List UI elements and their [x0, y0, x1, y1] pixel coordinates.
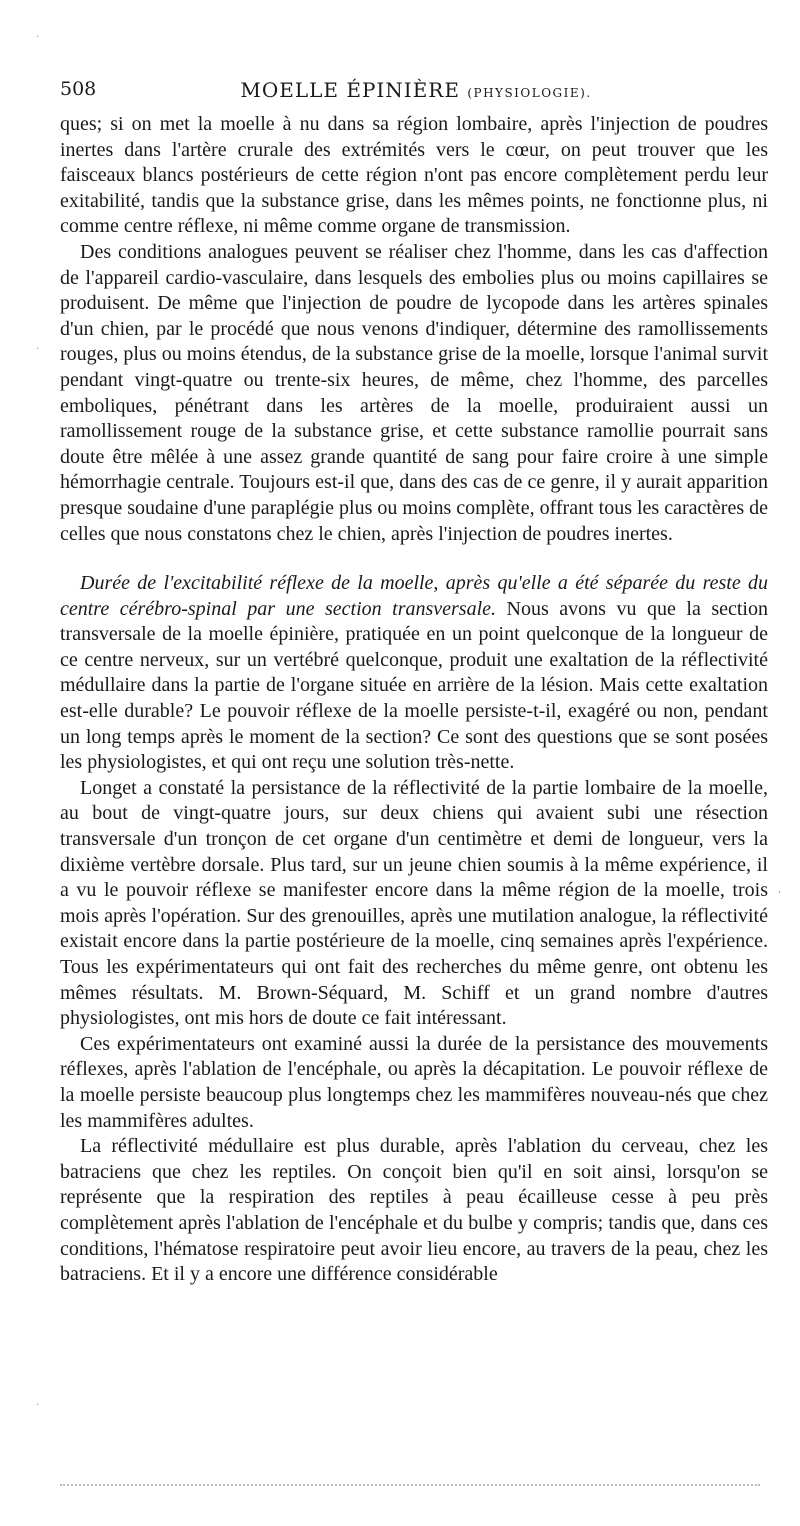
margin-speck: ·: [36, 344, 40, 355]
running-title: [60, 78, 772, 102]
footer-rule: [60, 1484, 760, 1486]
paragraph: [60, 1032, 768, 1134]
running-header: [60, 70, 772, 104]
paragraph-continuation: [60, 112, 768, 240]
paragraph-text: Ces expérimentateurs ont examiné aussi la durée de la persistance des mouvements réflexes, après l'ablation de l'encéphale, ou après la décapitation. Le pouvoir réflexe de la moelle persiste beaucoup plus longtemps chez les mammifères nouveau-nés que chez les mammifères adultes.: [60, 1032, 768, 1132]
paragraph: [60, 240, 768, 547]
body-text: [60, 112, 768, 1288]
chapter-subtitle: (PHYSIOLOGIE).: [467, 86, 592, 100]
paragraph-text: La réflectivité médullaire est plus durable, après l'ablation du cerveau, chez les batraciens que chez les reptiles. On conçoit bien qu'il en soit ainsi, lorsqu'on se représente que la respiration des reptiles à peau écailleuse cesse à peu près complètement après l'ablation de l'encéphale et du bulbe y compris; tandis que, dans ces conditions, l'hématose respiratoire peut avoir lieu encore, au travers de la peau, chez les batraciens. Et il y a encore une différence considérable: [60, 1135, 768, 1286]
page-number: 508: [60, 78, 97, 100]
margin-speck: ·: [36, 1400, 40, 1411]
paragraph-text: Des conditions analogues peuvent se réaliser chez l'homme, dans les cas d'affection de l'appareil cardio-vasculaire, dans lesquels des embolies plus ou moins capillaires se produisent. De même que l'injection de poudre de lycopode dans les artères spinales d'un chien, par le procédé que nous venons d'indiquer, détermine des ramollissements rouges, plus ou moins étendus, de la substance grise de la moelle, lorsque l'animal survit pendant vingt-quatre ou trente-six heures, de même, chez l'homme, des parcelles emboliques, pénétrant dans les artères de la moelle, produiraient aussi un ramollissement rouge de la substance grise, et cette substance ramollie pourrait sans doute être mêlée à une assez grande quantité de sang pour faire croire à une simple hémorrhagie centrale. Toujours est-il que, dans des cas de ce genre, il y aurait apparition presque soudaine d'une paraplégie plus ou moins complète, offrant tous les caractères de celles que nous constatons chez le chien, après l'injection de poudres inertes.: [60, 240, 768, 545]
margin-speck: ,: [778, 884, 782, 895]
paragraph-text: ques; si on met la moelle à nu dans sa région lombaire, après l'injection de poudres inertes dans l'artère crurale des extrémités vers le cœur, on peut trouver que les faisceaux blancs postérieurs de cette région n'ont pas encore complètement perdu leur exitabilité, tandis que la substance grise, dans les mêmes points, ne fonctionne plus, ni comme centre réflexe, ni même comme organe de transmission.: [60, 113, 768, 238]
chapter-title: MOELLE ÉPINIÈRE: [240, 78, 460, 102]
paragraph: [60, 1134, 768, 1288]
paragraph-text: Nous avons vu que la section transversale de la moelle épinière, pratiquée en un point quelconque de la longueur de ce centre nerveux, sur un vertébré quelconque, produit une exaltation de la réflectivité médullaire dans la partie de l'organe située en arrière de la lésion. Mais cette exaltation est-elle durable? Le pouvoir réflexe de la moelle persiste-t-il, exagéré ou non, pendant un long temps après le moment de la section? Ce sont des questions que se sont posées les physiologistes, et qui ont reçu une solution très-nette.: [60, 597, 768, 774]
paragraph: [60, 776, 768, 1032]
paragraph-text: Longet a constaté la persistance de la réflectivité de la partie lombaire de la moelle, au bout de vingt-quatre jours, sur deux chiens qui avaient subi une résection transversale d'un tronçon de cet organe d'un centimètre et demi de longueur, vers la dixième vertèbre dorsale. Plus tard, sur un jeune chien soumis à la même expérience, il a vu le pouvoir réflexe se manifester encore dans la même région de la moelle, trois mois après l'opération. Sur des grenouilles, après une mutilation analogue, la réflectivité existait encore dans la partie postérieure de la moelle, cinq semaines après l'expérience. Tous les expérimentateurs qui ont fait des recherches du même genre, ont obtenu les mêmes résultats. M. Brown-Séquard, M. Schiff et un grand nombre d'autres physiologistes, ont mis hors de doute ce fait intéressant.: [60, 776, 768, 1030]
section-heading: Durée de l'excitabilité réflexe de la moelle, après qu'elle a été séparée du reste du centre cérébro-spinal par une section transversale.: [60, 572, 768, 620]
margin-speck: ·: [36, 32, 40, 43]
section-paragraph: [60, 571, 768, 776]
